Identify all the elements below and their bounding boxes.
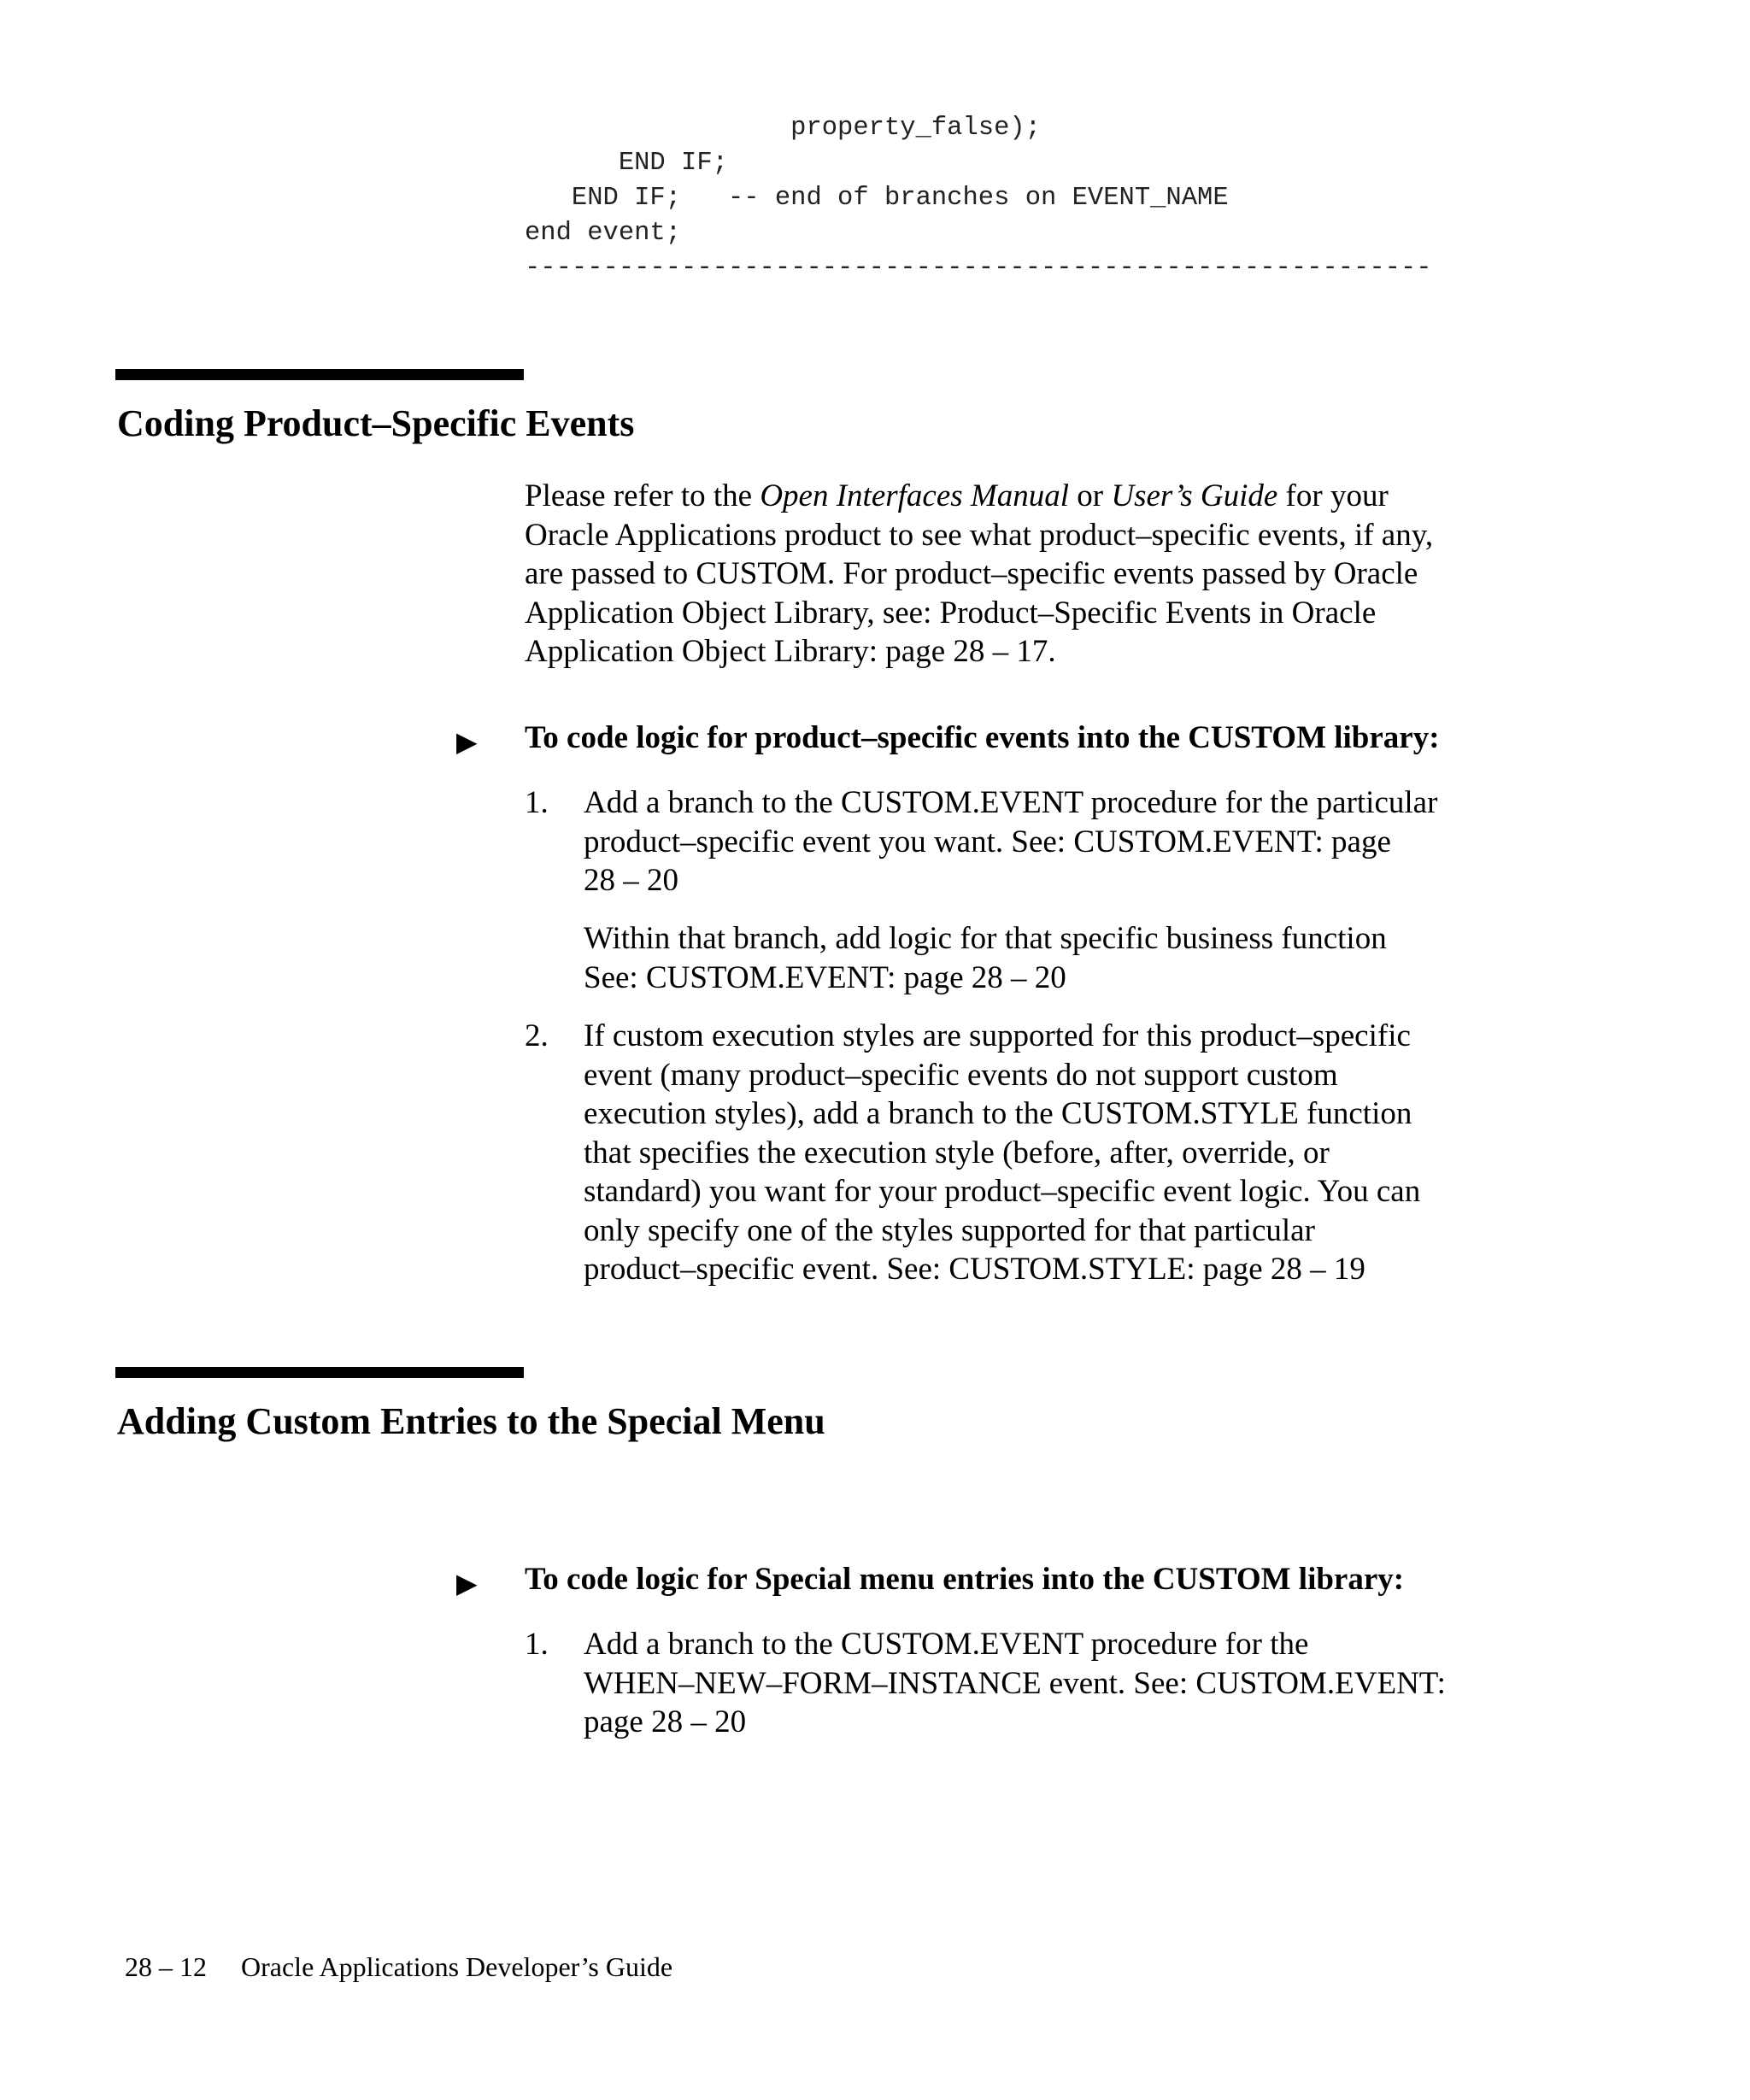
step-number: 1. [525, 1627, 549, 1662]
step-line: product–specific event you want. See: CUSTOM.EVENT: page [584, 824, 1391, 859]
page-number: 28 – 12 [125, 1951, 207, 1982]
step-number: 2. [525, 1018, 549, 1053]
step-text [584, 783, 1437, 900]
intro-line-1: Please refer to the Open Interfaces Manual or User’s Guide for your [525, 478, 1389, 513]
intro-line-2: Oracle Applications product to see what product–specific events, if any, [525, 517, 1434, 553]
step-line: If custom execution styles are supported for this product–specific [584, 1018, 1411, 1053]
code-line: END IF; [525, 149, 728, 178]
step-line: Within that branch, add logic for that specific business function [584, 921, 1387, 956]
code-line: end event; [525, 219, 682, 248]
step-line: product–specific event. See: CUSTOM.STYLE: page 28 – 19 [584, 1252, 1365, 1287]
guide-title: User’s Guide [1111, 478, 1278, 513]
step-text [584, 1017, 1420, 1289]
step-line: Add a branch to the CUSTOM.EVENT procedure for the particular [584, 785, 1438, 820]
step-line: execution styles), add a branch to the CUSTOM.STYLE function [584, 1096, 1412, 1131]
step-line: WHEN–NEW–FORM–INSTANCE event. See: CUSTOM.EVENT: [584, 1665, 1446, 1701]
code-listing [525, 111, 1432, 286]
intro-paragraph [525, 477, 1567, 672]
step-line: that specifies the execution style (before, after, override, or [584, 1135, 1330, 1170]
step-text [584, 1625, 1446, 1742]
step-number: 1. [525, 785, 549, 820]
procedure-arrow-icon: ▶ [456, 1568, 478, 1598]
step-line: only specify one of the styles supported for that particular [584, 1212, 1315, 1248]
step-line: 28 – 20 [584, 863, 678, 898]
section-rule [115, 1367, 524, 1378]
step-line: See: CUSTOM.EVENT: page 28 – 20 [584, 959, 1066, 995]
section-heading-coding-product-specific-events: Coding Product–Specific Events [117, 402, 635, 444]
intro-line-4: Application Object Library, see: Product–Specific Events in Oracle [525, 595, 1377, 631]
procedure-arrow-icon: ▶ [456, 726, 478, 757]
code-line: property_false); [525, 114, 1041, 143]
step-extra-text [584, 919, 1387, 997]
step-line: Add a branch to the CUSTOM.EVENT procedure for the [584, 1627, 1309, 1662]
procedure-title: To code logic for Special menu entries into the CUSTOM library: [525, 1562, 1405, 1597]
step-line: event (many product–specific events do not support custom [584, 1057, 1338, 1093]
book-title: Oracle Applications Developer’s Guide [241, 1951, 673, 1982]
section-heading-adding-custom-entries: Adding Custom Entries to the Special Menu [117, 1400, 825, 1442]
procedure-title: To code logic for product–specific events into the CUSTOM library: [525, 720, 1440, 755]
step-line: standard) you want for your product–specific event logic. You can [584, 1174, 1421, 1209]
section-rule [115, 369, 524, 380]
code-separator: ---------------------------------------------------------- [525, 254, 1432, 283]
step-line: page 28 – 20 [584, 1704, 747, 1739]
intro-line-5: Application Object Library: page 28 – 17. [525, 634, 1056, 669]
code-line: END IF; -- end of branches on EVENT_NAME [525, 184, 1229, 213]
manual-title: Open Interfaces Manual [760, 478, 1070, 513]
intro-line-3: are passed to CUSTOM. For product–specific events passed by Oracle [525, 556, 1418, 591]
